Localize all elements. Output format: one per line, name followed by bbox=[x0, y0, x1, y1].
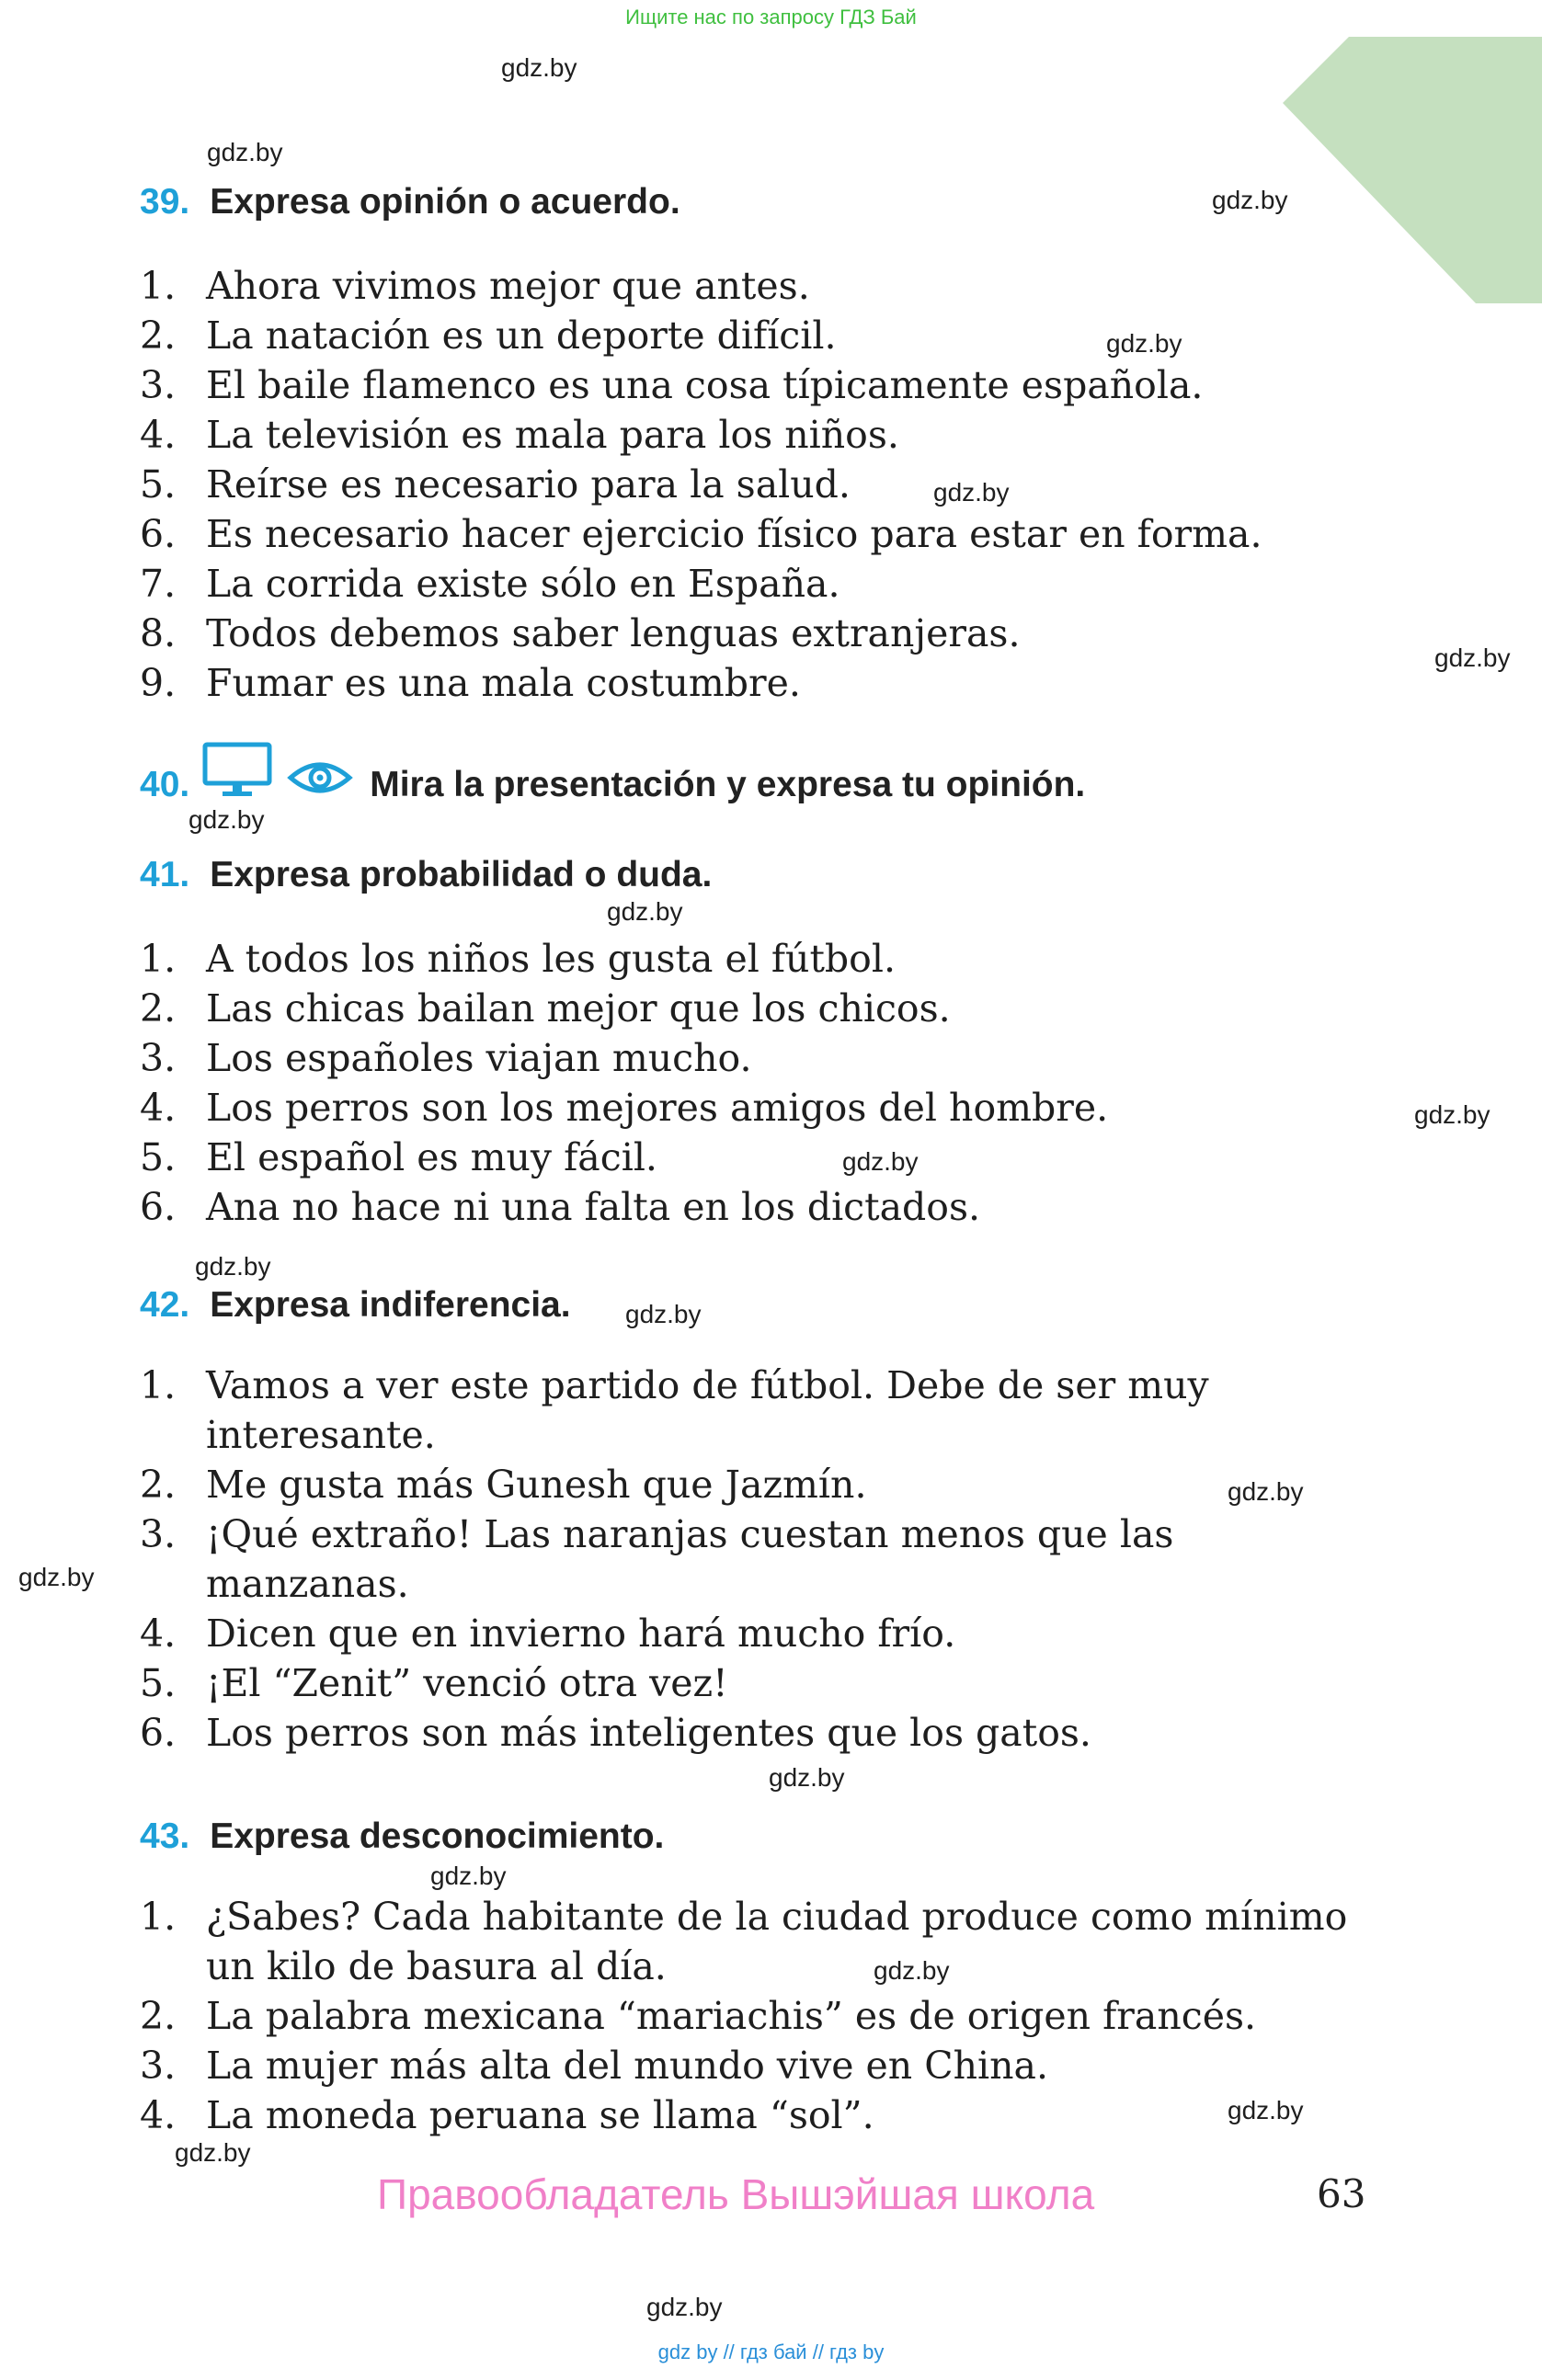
watermark: gdz.by bbox=[175, 2138, 251, 2167]
item-text: Es necesario hacer ejercicio físico para estar en forma. bbox=[206, 512, 1262, 556]
watermark: gdz.by bbox=[1434, 643, 1511, 672]
item-number: 4. bbox=[140, 1611, 177, 1656]
exercise-list bbox=[140, 934, 1372, 1232]
watermark: gdz.by bbox=[501, 53, 577, 82]
watermark: gdz.by bbox=[1414, 1100, 1491, 1129]
watermark: gdz.by bbox=[646, 2293, 723, 2321]
exercise-list bbox=[140, 1892, 1372, 2140]
list-item bbox=[140, 1361, 1372, 1460]
item-text: La mujer más alta del mundo vive en China. bbox=[206, 2044, 1049, 2088]
exercise-heading bbox=[140, 765, 1085, 805]
list-item bbox=[140, 311, 1372, 360]
watermark: gdz.by bbox=[933, 478, 1010, 507]
list-item bbox=[140, 1609, 1372, 1658]
watermark: gdz.by bbox=[430, 1862, 507, 1890]
item-number: 9. bbox=[140, 661, 177, 705]
list-item bbox=[140, 1892, 1372, 1991]
bottom-links[interactable]: gdz by // гдз бай // гдз by bbox=[657, 2340, 885, 2363]
item-text: Dicen que en invierno hará mucho frío. bbox=[206, 1611, 956, 1656]
item-number: 4. bbox=[140, 2093, 177, 2137]
item-text: Todos debemos saber lenguas extranjeras. bbox=[206, 611, 1021, 655]
exercise-number: 39. bbox=[140, 182, 190, 222]
list-item bbox=[140, 2090, 1372, 2140]
exercise-title: Expresa indiferencia. bbox=[210, 1285, 571, 1325]
exercise-number: 40. bbox=[140, 765, 190, 804]
list-item bbox=[140, 1708, 1372, 1758]
item-number: 1. bbox=[140, 937, 177, 981]
item-text: Ana no hace ni una falta en los dictados. bbox=[206, 1185, 981, 1229]
item-text: La corrida existe sólo en España. bbox=[206, 562, 840, 606]
exercise-heading bbox=[140, 1285, 571, 1326]
exercise-number: 41. bbox=[140, 855, 190, 894]
item-text: Las chicas bailan mejor que los chicos. bbox=[206, 986, 951, 1031]
exercise-heading bbox=[140, 855, 712, 895]
eye-icon bbox=[287, 757, 353, 798]
exercise-number: 43. bbox=[140, 1816, 190, 1856]
item-number: 2. bbox=[140, 986, 177, 1031]
item-number: 3. bbox=[140, 363, 177, 407]
watermark: gdz.by bbox=[1106, 329, 1182, 358]
exercise-list bbox=[140, 1361, 1372, 1758]
watermark: gdz.by bbox=[18, 1563, 95, 1591]
item-number: 8. bbox=[140, 611, 177, 655]
list-item bbox=[140, 1083, 1372, 1133]
item-text: La moneda peruana se llama “sol”. bbox=[206, 2093, 874, 2137]
exercise-heading bbox=[140, 182, 680, 222]
page-number: 63 bbox=[1317, 2171, 1366, 2216]
list-item bbox=[140, 1991, 1372, 2041]
item-number: 6. bbox=[140, 512, 177, 556]
item-number: 5. bbox=[140, 1135, 177, 1179]
watermark: gdz.by bbox=[188, 805, 265, 834]
item-number: 1. bbox=[140, 264, 177, 308]
item-number: 3. bbox=[140, 1512, 177, 1556]
watermark: gdz.by bbox=[625, 1300, 702, 1328]
list-item bbox=[140, 658, 1372, 708]
exercise-title: Expresa opinión o acuerdo. bbox=[210, 182, 680, 222]
exercise-heading bbox=[140, 1816, 664, 1857]
list-item bbox=[140, 934, 1372, 984]
item-number: 2. bbox=[140, 1463, 177, 1507]
item-text: El baile flamenco es una cosa típicamente española. bbox=[206, 363, 1204, 407]
item-text: Fumar es una mala costumbre. bbox=[206, 661, 801, 705]
watermark: gdz.by bbox=[1228, 2096, 1304, 2124]
list-item bbox=[140, 1133, 1372, 1182]
item-text: Reírse es necesario para la salud. bbox=[206, 462, 851, 507]
watermark: gdz.by bbox=[607, 897, 683, 926]
list-item bbox=[140, 1460, 1372, 1509]
list-item bbox=[140, 1658, 1372, 1708]
item-number: 2. bbox=[140, 313, 177, 358]
item-text: Me gusta más Gunesh que Jazmín. bbox=[206, 1463, 867, 1507]
item-text: ¡Qué extraño! Las naranjas cuestan menos que las manzanas. bbox=[206, 1512, 1174, 1606]
top-banner: Ищите нас по запросу ГДЗ Бай bbox=[625, 6, 917, 28]
exercise-list bbox=[140, 261, 1372, 708]
monitor-icon bbox=[202, 742, 272, 799]
exercise-title: Expresa probabilidad o duda. bbox=[210, 855, 713, 894]
exercise-title: Expresa desconocimiento. bbox=[210, 1816, 665, 1856]
item-text: La palabra mexicana “mariachis” es de origen francés. bbox=[206, 1994, 1257, 2038]
list-item bbox=[140, 2041, 1372, 2090]
item-number: 1. bbox=[140, 1363, 177, 1407]
watermark: gdz.by bbox=[769, 1763, 845, 1792]
watermark: gdz.by bbox=[195, 1252, 271, 1281]
watermark: gdz.by bbox=[1212, 186, 1288, 214]
item-text: ¿Sabes? Cada habitante de la ciudad produce como mínimo un kilo de basura al día. bbox=[206, 1895, 1348, 1988]
copyright-owner: Правообладатель Вышэйшая школа bbox=[377, 2170, 1095, 2218]
item-text: El español es muy fácil. bbox=[206, 1135, 657, 1179]
item-text: A todos los niños les gusta el fútbol. bbox=[206, 937, 896, 981]
item-number: 6. bbox=[140, 1185, 177, 1229]
item-number: 6. bbox=[140, 1711, 177, 1755]
list-item bbox=[140, 460, 1372, 509]
watermark: gdz.by bbox=[207, 138, 283, 166]
item-number: 3. bbox=[140, 2044, 177, 2088]
list-item bbox=[140, 360, 1372, 410]
item-text: La televisión es mala para los niños. bbox=[206, 413, 899, 457]
item-text: Ahora vivimos mejor que antes. bbox=[206, 264, 810, 308]
watermark: gdz.by bbox=[874, 1956, 950, 1985]
item-number: 5. bbox=[140, 462, 177, 507]
list-item bbox=[140, 559, 1372, 609]
item-number: 4. bbox=[140, 413, 177, 457]
watermark: gdz.by bbox=[842, 1147, 919, 1176]
item-text: Los españoles viajan mucho. bbox=[206, 1036, 752, 1080]
list-item bbox=[140, 1182, 1372, 1232]
item-number: 1. bbox=[140, 1895, 177, 1939]
item-number: 7. bbox=[140, 562, 177, 606]
item-number: 4. bbox=[140, 1086, 177, 1130]
list-item bbox=[140, 1509, 1372, 1609]
list-item bbox=[140, 609, 1372, 658]
item-text: ¡El “Zenit” venció otra vez! bbox=[206, 1661, 728, 1705]
item-number: 3. bbox=[140, 1036, 177, 1080]
list-item bbox=[140, 261, 1372, 311]
item-text: La natación es un deporte difícil. bbox=[206, 313, 837, 358]
list-item bbox=[140, 509, 1372, 559]
exercise-title: Mira la presentación y expresa tu opinión. bbox=[370, 765, 1086, 804]
item-number: 2. bbox=[140, 1994, 177, 2038]
item-number: 5. bbox=[140, 1661, 177, 1705]
exercise-number: 42. bbox=[140, 1285, 190, 1325]
item-text: Los perros son los mejores amigos del hombre. bbox=[206, 1086, 1109, 1130]
item-text: Los perros son más inteligentes que los gatos. bbox=[206, 1711, 1091, 1755]
list-item bbox=[140, 1033, 1372, 1083]
watermark: gdz.by bbox=[1228, 1477, 1304, 1506]
list-item bbox=[140, 410, 1372, 460]
item-text: Vamos a ver este partido de fútbol. Debe de ser muy interesante. bbox=[206, 1363, 1209, 1457]
list-item bbox=[140, 984, 1372, 1033]
